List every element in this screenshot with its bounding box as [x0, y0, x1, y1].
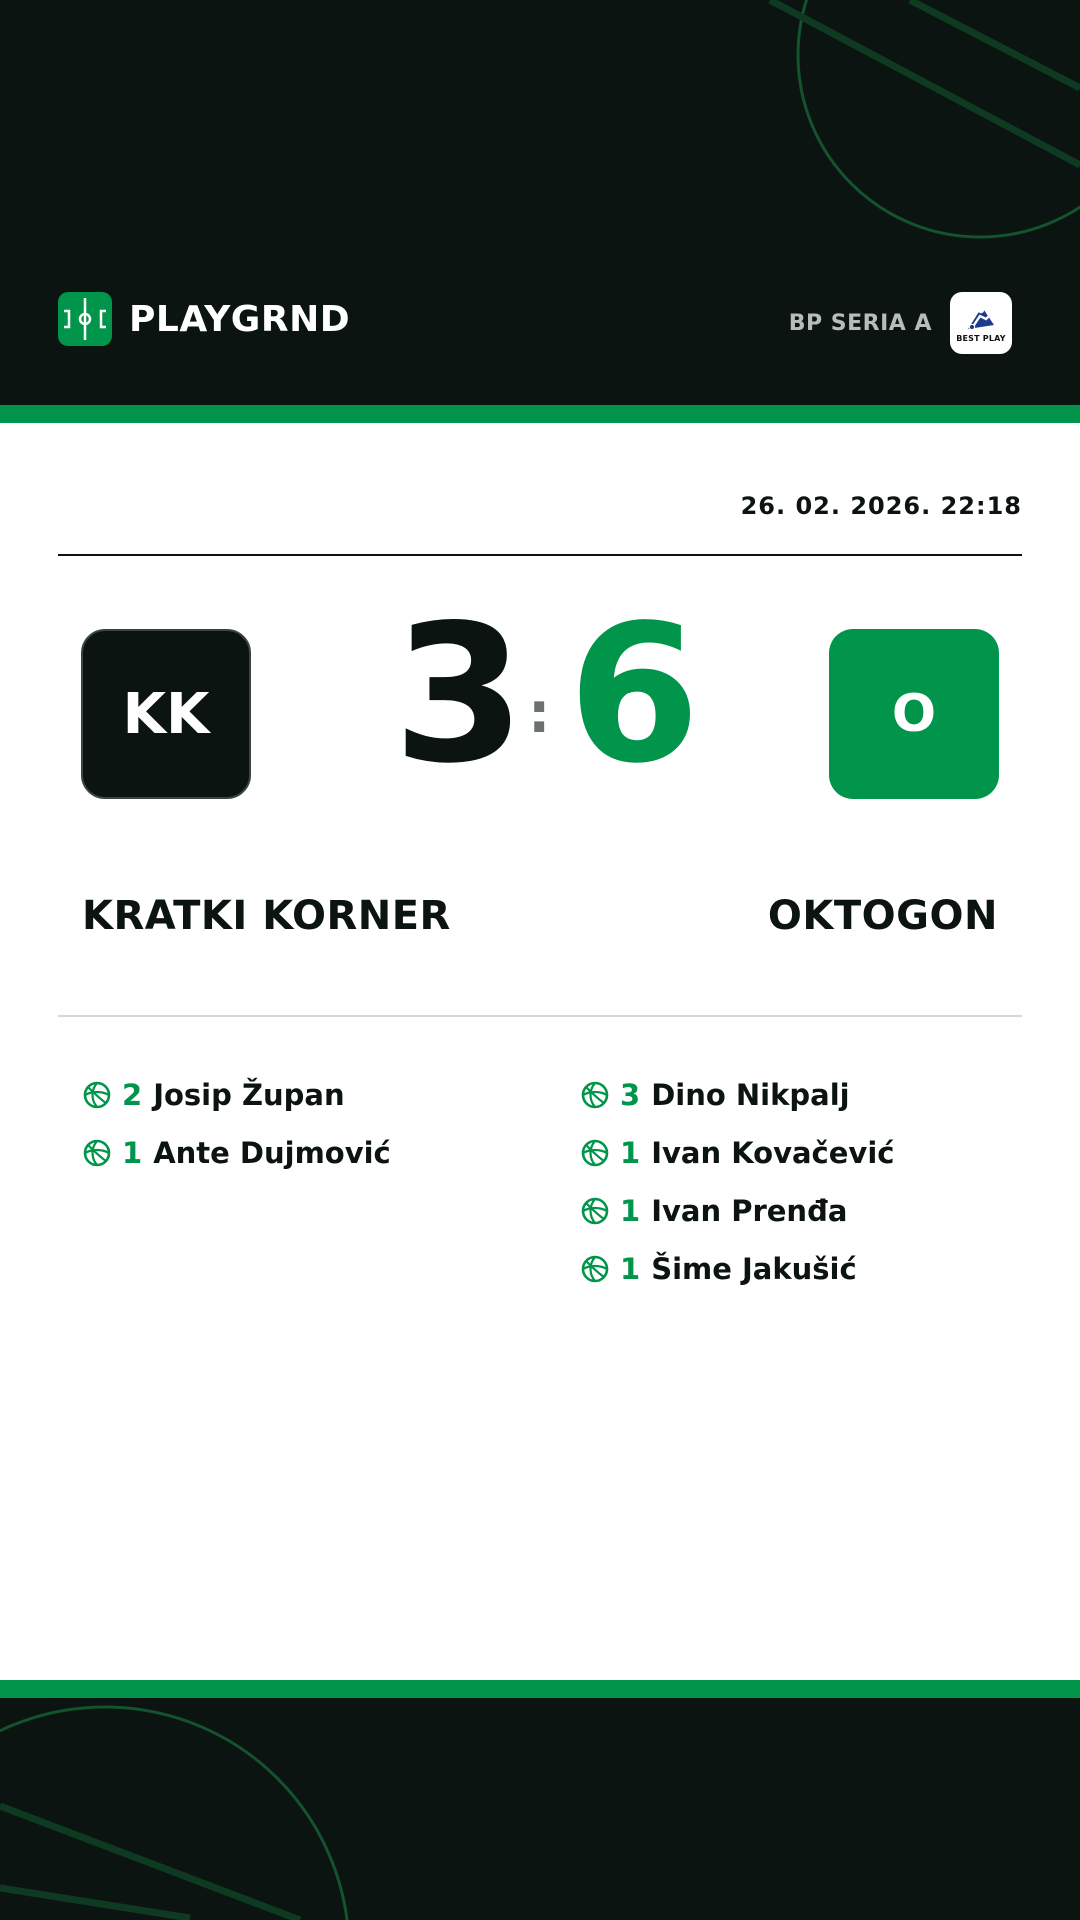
scorer-row [580, 1182, 894, 1240]
away-team-badge: O [829, 629, 999, 799]
goal-count: 1 [620, 1252, 641, 1286]
goal-count: 1 [620, 1194, 641, 1228]
pitch-icon [58, 292, 112, 346]
scorer-row [580, 1240, 894, 1298]
player-name: Dino Nikpalj [651, 1078, 850, 1112]
ball-icon [580, 1196, 610, 1226]
league-logo-text: BEST PLAY [956, 334, 1006, 343]
player-name: Josip Župan [153, 1078, 345, 1112]
scorer-row [82, 1066, 391, 1124]
home-score: 3 [393, 584, 526, 805]
ball-icon [580, 1080, 610, 1110]
player-name: Šime Jakušić [651, 1252, 857, 1286]
divider [58, 1015, 1022, 1017]
footer-banner [0, 1698, 1080, 1920]
player-kick-icon [964, 303, 998, 333]
brand-name: PLAYGRND [129, 298, 351, 340]
player-name: Ivan Prenđa [651, 1194, 848, 1228]
ball-icon [580, 1138, 610, 1168]
field-lines-decoration [0, 1698, 1080, 1920]
league-logo [950, 292, 1012, 354]
accent-stripe-bottom [0, 1680, 1080, 1698]
ball-icon [580, 1254, 610, 1284]
goal-count: 1 [122, 1136, 143, 1170]
home-team-badge: KK [81, 629, 251, 799]
goal-count: 3 [620, 1078, 641, 1112]
goal-count: 2 [122, 1078, 143, 1112]
player-name: Ivan Kovačević [651, 1136, 895, 1170]
ball-icon [82, 1138, 112, 1168]
scorer-row [580, 1066, 894, 1124]
away-score: 6 [568, 584, 701, 805]
header-banner [0, 0, 1080, 405]
league-name: BP SERIA A [788, 310, 932, 336]
home-team-name: KRATKI KORNER [82, 893, 451, 939]
home-scorers-list [82, 1066, 391, 1182]
away-scorers-list [580, 1066, 894, 1298]
accent-stripe-top [0, 405, 1080, 423]
score-separator: : [528, 681, 551, 746]
brand [58, 292, 350, 346]
divider [58, 554, 1022, 556]
scorer-row [82, 1124, 391, 1182]
ball-icon [82, 1080, 112, 1110]
player-name: Ante Dujmović [153, 1136, 391, 1170]
away-team-name: OKTOGON [767, 893, 998, 939]
goal-count: 1 [620, 1136, 641, 1170]
league [789, 292, 1012, 354]
match-datetime: 26. 02. 2026. 22:18 [740, 492, 1022, 520]
scorer-row [580, 1124, 894, 1182]
